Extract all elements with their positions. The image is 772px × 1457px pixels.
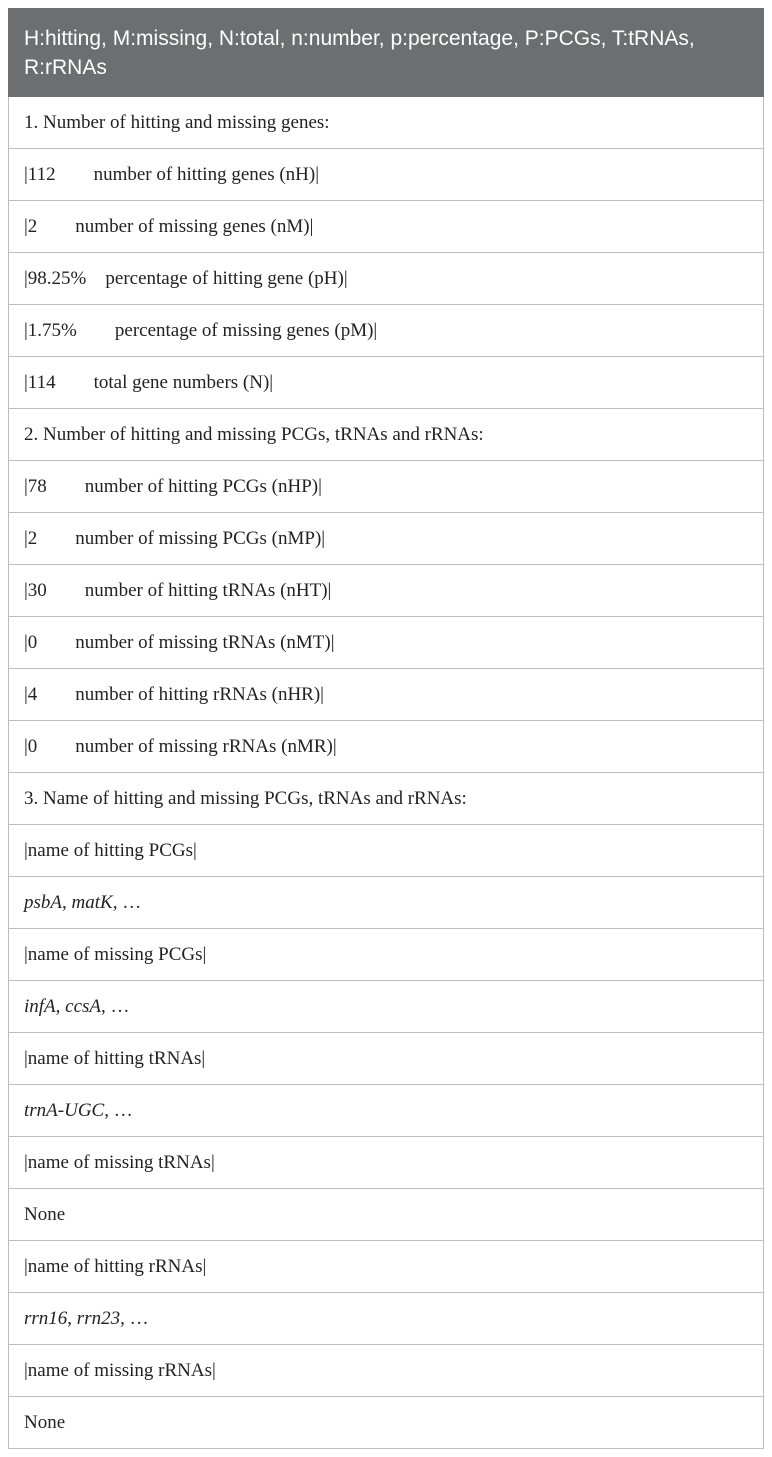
table-cell: None: [9, 1189, 764, 1241]
table-row: [9, 669, 764, 721]
table-cell: |name of hitting tRNAs|: [9, 1033, 764, 1085]
table-cell: |78 number of hitting PCGs (nHP)|: [9, 461, 764, 513]
gene-summary-table: [8, 8, 764, 1449]
table-row: [9, 253, 764, 305]
gene-name-list: [9, 981, 764, 1033]
table-cell: |2 number of missing genes (nM)|: [9, 201, 764, 253]
table-cell: |name of missing PCGs|: [9, 929, 764, 981]
table-row: [9, 1033, 764, 1085]
table-row: [9, 877, 764, 929]
separator: , …: [104, 1099, 133, 1121]
section-heading: 2. Number of hitting and missing PCGs, tRNAs and rRNAs:: [9, 409, 764, 461]
gene-name-list: [9, 877, 764, 929]
gene-name: infA: [24, 995, 56, 1017]
table-row: [9, 721, 764, 773]
table-row: [9, 929, 764, 981]
table-cell: |2 number of missing PCGs (nMP)|: [9, 513, 764, 565]
table-row: [9, 357, 764, 409]
table-row: [9, 305, 764, 357]
table-row: [9, 1397, 764, 1449]
table-row: [9, 97, 764, 149]
table-cell: |98.25% percentage of hitting gene (pH)|: [9, 253, 764, 305]
table-header: H:hitting, M:missing, N:total, n:number, p:percentage, P:PCGs, T:tRNAs, R:rRNAs: [9, 9, 764, 97]
table-cell: |name of missing tRNAs|: [9, 1137, 764, 1189]
table-cell: |114 total gene numbers (N)|: [9, 357, 764, 409]
table-row: [9, 201, 764, 253]
section-heading: 3. Name of hitting and missing PCGs, tRNAs and rRNAs:: [9, 773, 764, 825]
gene-name: rrn16: [24, 1307, 68, 1329]
gene-name-list: [9, 1293, 764, 1345]
table-row: [9, 565, 764, 617]
table-cell: |name of hitting PCGs|: [9, 825, 764, 877]
separator: ,: [55, 995, 66, 1017]
table-row: [9, 617, 764, 669]
separator: ,: [62, 891, 72, 913]
table-cell: |0 number of missing rRNAs (nMR)|: [9, 721, 764, 773]
gene-name-list: [9, 1085, 764, 1137]
table-row: [9, 461, 764, 513]
table-row: [9, 1293, 764, 1345]
table-row: [9, 773, 764, 825]
section-heading: 1. Number of hitting and missing genes:: [9, 97, 764, 149]
table-row: [9, 1345, 764, 1397]
table-row: [9, 1085, 764, 1137]
table-row: [9, 1241, 764, 1293]
table-cell: |name of missing rRNAs|: [9, 1345, 764, 1397]
table-row: [9, 1137, 764, 1189]
table-cell: |112 number of hitting genes (nH)|: [9, 149, 764, 201]
separator: ,: [67, 1307, 77, 1329]
gene-name: matK: [71, 891, 113, 913]
table-row: [9, 409, 764, 461]
table-cell: None: [9, 1397, 764, 1449]
gene-name: ccsA: [65, 995, 102, 1017]
table-cell: |1.75% percentage of missing genes (pM)|: [9, 305, 764, 357]
table-cell: |0 number of missing tRNAs (nMT)|: [9, 617, 764, 669]
table-row: [9, 149, 764, 201]
separator: , …: [101, 995, 130, 1017]
table-row: [9, 1189, 764, 1241]
table-cell: |4 number of hitting rRNAs (nHR)|: [9, 669, 764, 721]
table-cell: |30 number of hitting tRNAs (nHT)|: [9, 565, 764, 617]
gene-name: psbA: [24, 891, 62, 913]
table-row: [9, 513, 764, 565]
separator: , …: [112, 891, 142, 913]
separator: , …: [120, 1307, 149, 1329]
table-header-row: [9, 9, 764, 97]
table-row: [9, 825, 764, 877]
table-cell: |name of hitting rRNAs|: [9, 1241, 764, 1293]
table-row: [9, 981, 764, 1033]
gene-name: rrn23: [76, 1307, 121, 1329]
gene-name: trnA-UGC: [24, 1099, 105, 1121]
